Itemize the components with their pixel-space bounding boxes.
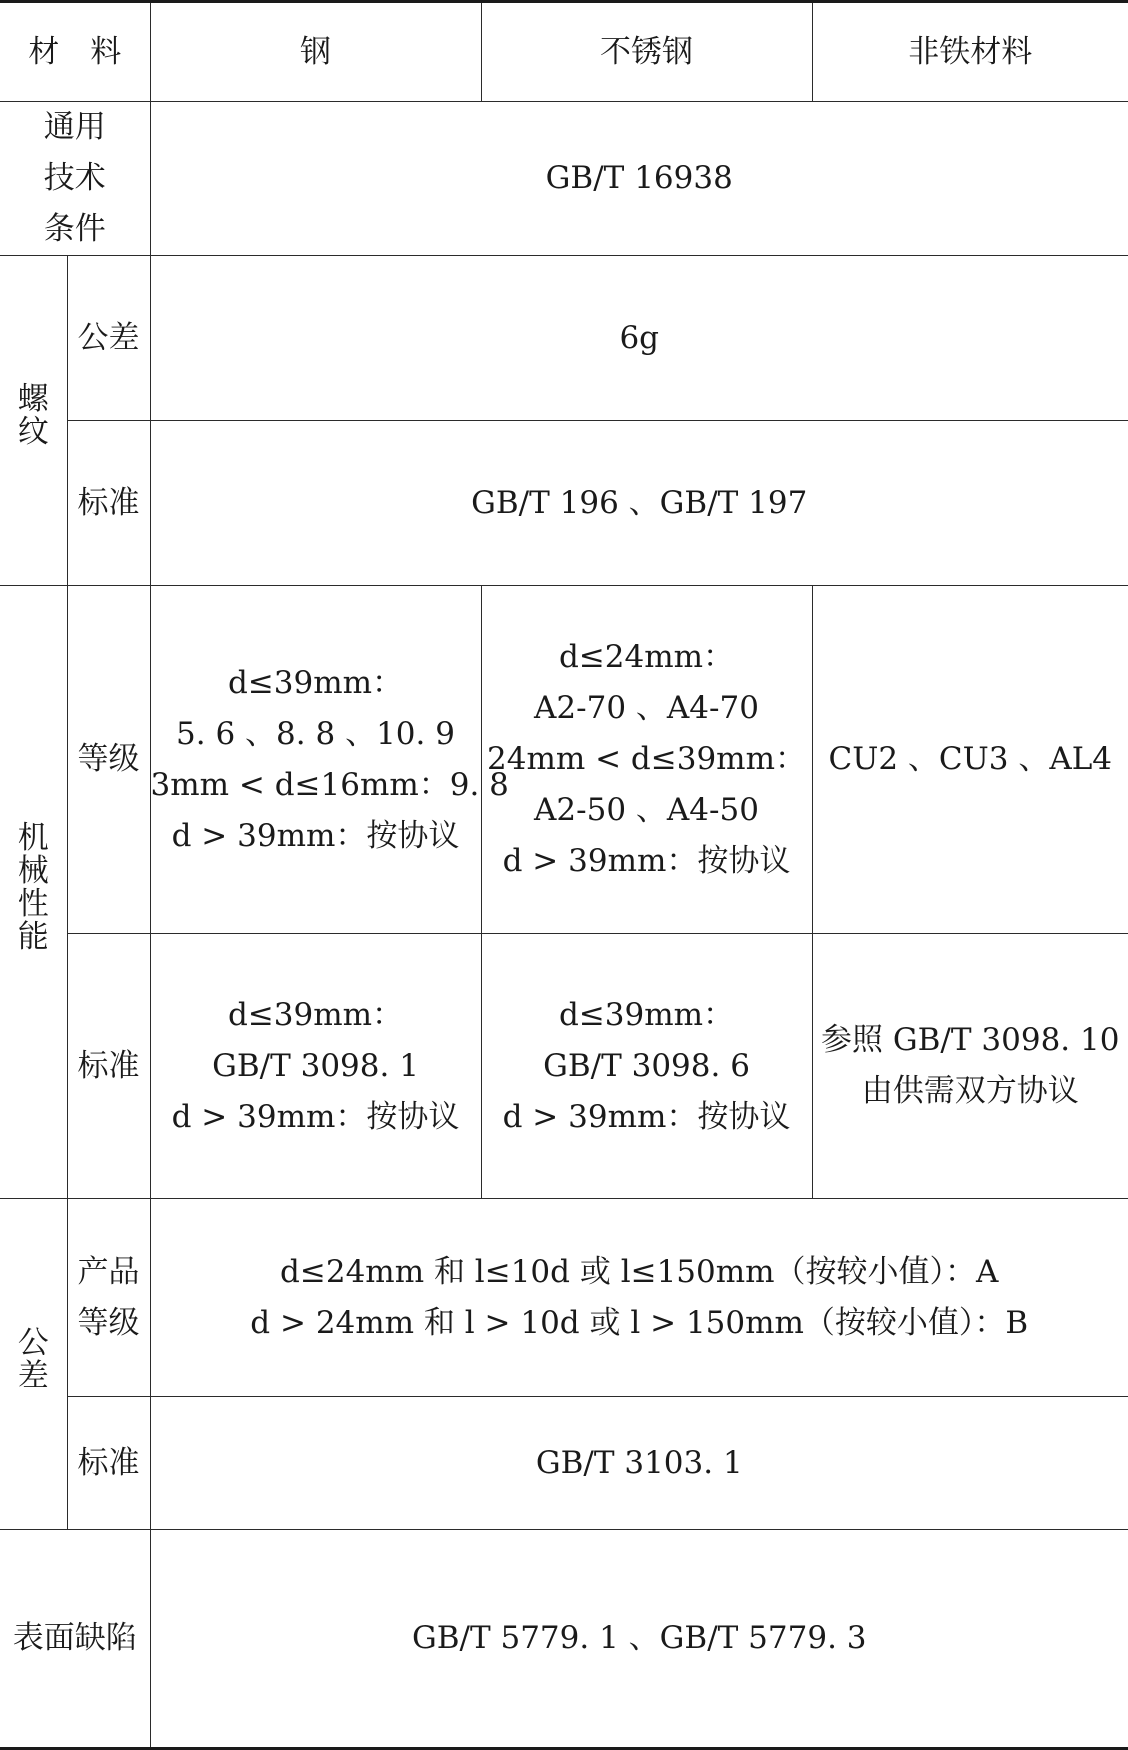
grade-steel-line: 5. 6 、8. 8 、10. 9	[151, 709, 481, 760]
grade-steel-line: d≤39mm：	[151, 658, 481, 709]
tolerance-standard-row	[0, 1397, 1128, 1530]
surface-row	[0, 1530, 1128, 1749]
general-row	[0, 102, 1128, 256]
standard-stainless-line: GB/T 3098. 6	[482, 1041, 812, 1092]
tolerance-standard-label: 标准	[67, 1397, 150, 1530]
tolerance-standard-value: GB/T 3103. 1	[150, 1397, 1128, 1530]
surface-label: 表面缺陷	[0, 1530, 150, 1749]
grade-stainless-line: A2-70 、A4-70	[482, 683, 812, 734]
mechanical-grade-nonferrous: CU2 、CU3 、AL4	[812, 586, 1128, 934]
standard-nonferrous-line: 参照 GB/T 3098. 10	[813, 1015, 1128, 1066]
surface-value: GB/T 5779. 1 、GB/T 5779. 3	[150, 1530, 1128, 1749]
thread-standard-value: GB/T 196 、GB/T 197	[150, 421, 1128, 586]
header-steel: 钢	[150, 2, 481, 102]
thread-standard-row	[0, 421, 1128, 586]
header-nonferrous: 非铁材料	[812, 2, 1128, 102]
mechanical-grade-label: 等级	[67, 586, 150, 934]
thread-label: 螺纹	[18, 383, 49, 449]
tolerance-product-grade-label-cell	[67, 1199, 150, 1397]
general-label: 通用技术条件	[42, 102, 107, 255]
tolerance-product-grade-value	[150, 1199, 1128, 1397]
mechanical-standard-label: 标准	[67, 934, 150, 1199]
header-material: 材 料	[0, 2, 150, 102]
grade-stainless-line: d≤24mm：	[482, 632, 812, 683]
product-grade-line: d > 24mm 和 l > 10d 或 l > 150mm（按较小值）：B	[151, 1298, 1128, 1349]
mechanical-grade-steel	[150, 586, 481, 934]
standard-steel-line: GB/T 3098. 1	[151, 1041, 481, 1092]
general-label-cell	[0, 102, 150, 256]
standard-steel-line: d > 39mm：按协议	[151, 1092, 481, 1143]
thread-tolerance-label: 公差	[67, 256, 150, 421]
tolerance-product-grade-label: 产品等级	[76, 1247, 141, 1349]
standard-stainless-line: d > 39mm：按协议	[482, 1092, 812, 1143]
header-row	[0, 2, 1128, 102]
thread-standard-label: 标准	[67, 421, 150, 586]
grade-stainless-line: d > 39mm：按协议	[482, 836, 812, 887]
mechanical-standard-steel	[150, 934, 481, 1199]
thread-label-cell	[0, 256, 67, 586]
thread-tolerance-value: 6g	[150, 256, 1128, 421]
mechanical-label-cell	[0, 586, 67, 1199]
product-grade-line: d≤24mm 和 l≤10d 或 l≤150mm（按较小值）：A	[151, 1247, 1128, 1298]
tolerance-label-cell	[0, 1199, 67, 1530]
standard-steel-line: d≤39mm：	[151, 990, 481, 1041]
grade-stainless-line: A2-50 、A4-50	[482, 785, 812, 836]
grade-stainless-line: 24mm < d≤39mm：	[482, 734, 812, 785]
grade-steel-line: d > 39mm：按协议	[151, 811, 481, 862]
header-stainless: 不锈钢	[481, 2, 812, 102]
standard-stainless-line: d≤39mm：	[482, 990, 812, 1041]
mechanical-grade-row	[0, 586, 1128, 934]
tolerance-label: 公差	[18, 1327, 49, 1393]
mechanical-standard-row	[0, 934, 1128, 1199]
mechanical-grade-stainless	[481, 586, 812, 934]
tolerance-grade-row	[0, 1199, 1128, 1397]
grade-steel-line: 3mm < d≤16mm：9. 8	[151, 760, 481, 811]
mechanical-standard-nonferrous	[812, 934, 1128, 1199]
thread-tolerance-row	[0, 256, 1128, 421]
general-value: GB/T 16938	[150, 102, 1128, 256]
mechanical-standard-stainless	[481, 934, 812, 1199]
standard-nonferrous-line: 由供需双方协议	[813, 1066, 1128, 1117]
mechanical-label: 机械性能	[18, 822, 49, 954]
